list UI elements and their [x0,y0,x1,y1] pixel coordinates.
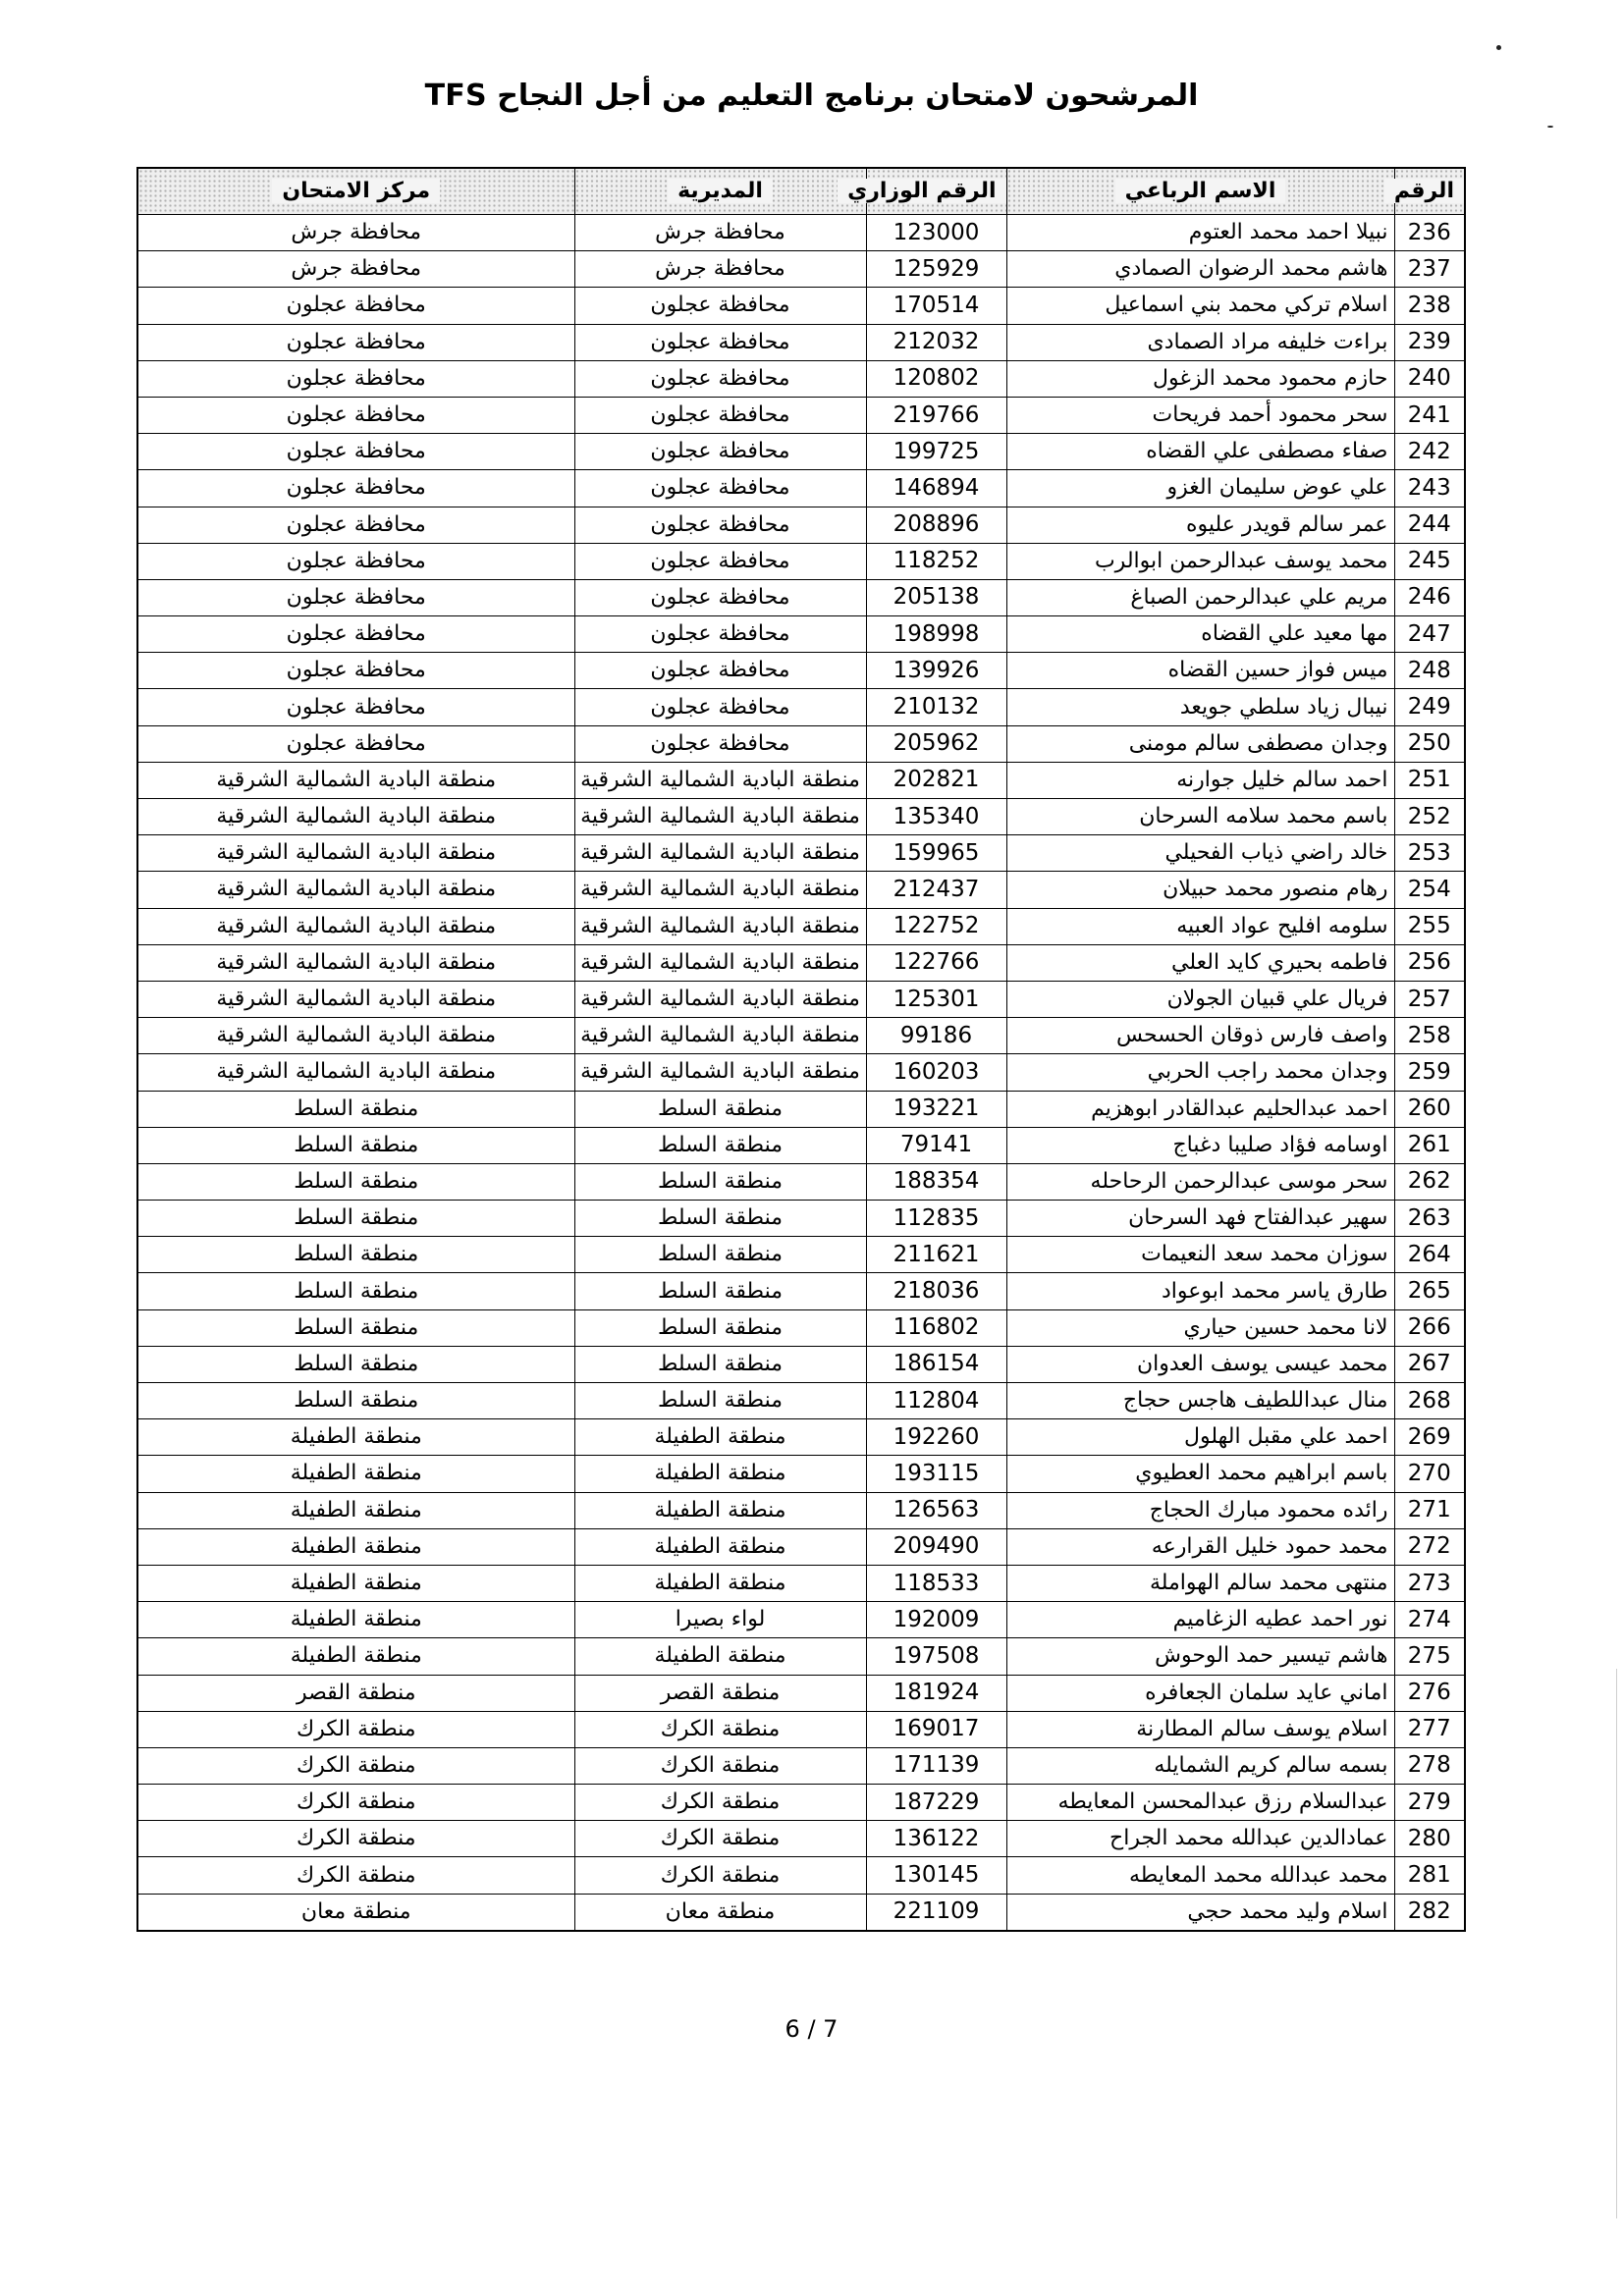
candidate-name: نور احمد عطيه الزغاميم [1006,1602,1394,1638]
directorate: منطقة الكرك [574,1857,866,1894]
candidate-name: اماني عايد سلمان الجعافره [1006,1675,1394,1711]
table-row [137,1747,1465,1784]
directorate: منطقة معان [574,1894,866,1931]
directorate: محافظة جرش [574,251,866,288]
directorate: محافظة عجلون [574,507,866,543]
exam-center: منطقة السلط [137,1383,574,1419]
table-row [137,507,1465,543]
directorate: منطقة الكرك [574,1747,866,1784]
candidate-name: اوسامه فؤاد صليبا دغباج [1006,1127,1394,1163]
directorate: منطقة السلط [574,1237,866,1273]
table-row [137,1857,1465,1894]
scan-speck [1547,126,1553,128]
row-number: 258 [1394,1018,1465,1054]
table-row [137,1711,1465,1747]
candidate-name: وجدان مصطفى سالم مومنى [1006,725,1394,762]
row-number: 253 [1394,835,1465,872]
candidate-name: مها معيد علي القضاه [1006,616,1394,653]
table-row [137,1638,1465,1675]
ministry-id: 112804 [866,1383,1006,1419]
exam-center: منطقة السلط [137,1091,574,1127]
directorate: منطقة البادية الشمالية الشرقية [574,872,866,908]
ministry-id: 192009 [866,1602,1006,1638]
ministry-id: 123000 [866,215,1006,251]
table-row [137,908,1465,944]
ministry-id: 186154 [866,1346,1006,1382]
ministry-id: 211621 [866,1237,1006,1273]
row-number: 278 [1394,1747,1465,1784]
candidate-name: منال عبداللطيف هاجس حجاج [1006,1383,1394,1419]
ministry-id: 120802 [866,360,1006,397]
table-header-row [137,168,1465,215]
candidate-name: فاطمه بحيري كايد العلي [1006,944,1394,981]
ministry-id: 118252 [866,543,1006,579]
exam-center: منطقة الكرك [137,1747,574,1784]
exam-center: محافظة عجلون [137,434,574,470]
exam-center: محافظة جرش [137,215,574,251]
row-number: 250 [1394,725,1465,762]
ministry-id: 193115 [866,1456,1006,1492]
candidate-name: سحر موسى عبدالرحمن الرحاحله [1006,1163,1394,1200]
row-number: 276 [1394,1675,1465,1711]
row-number: 252 [1394,799,1465,835]
row-number: 238 [1394,288,1465,324]
directorate: منطقة السلط [574,1091,866,1127]
directorate: محافظة جرش [574,215,866,251]
table-row [137,981,1465,1017]
table-row [137,653,1465,689]
exam-center: محافظة عجلون [137,543,574,579]
table-row [137,360,1465,397]
ministry-id: 193221 [866,1091,1006,1127]
candidate-name: احمد علي مقبل الهلول [1006,1419,1394,1456]
candidate-name: لانا محمد حسين حياري [1006,1309,1394,1346]
table-row [137,1091,1465,1127]
row-number: 268 [1394,1383,1465,1419]
header-ministry-id: الرقم الوزاري [866,168,1006,215]
row-number: 241 [1394,397,1465,433]
directorate: منطقة السلط [574,1383,866,1419]
ministry-id: 125929 [866,251,1006,288]
table-row [137,1383,1465,1419]
ministry-id: 199725 [866,434,1006,470]
table-row [137,215,1465,251]
row-number: 260 [1394,1091,1465,1127]
row-number: 265 [1394,1273,1465,1309]
table-row [137,944,1465,981]
exam-center: منطقة السلط [137,1201,574,1237]
row-number: 240 [1394,360,1465,397]
candidate-name: سلومه افليح عواد العبيه [1006,908,1394,944]
exam-center: محافظة عجلون [137,579,574,615]
ministry-id: 209490 [866,1528,1006,1565]
ministry-id: 212437 [866,872,1006,908]
ministry-id: 210132 [866,689,1006,725]
ministry-id: 160203 [866,1054,1006,1091]
table-row [137,1528,1465,1565]
exam-center: منطقة البادية الشمالية الشرقية [137,799,574,835]
row-number: 251 [1394,762,1465,798]
ministry-id: 146894 [866,470,1006,507]
table-row [137,1018,1465,1054]
directorate: منطقة البادية الشمالية الشرقية [574,1054,866,1091]
ministry-id: 136122 [866,1821,1006,1857]
exam-center: محافظة عجلون [137,689,574,725]
table-row [137,616,1465,653]
ministry-id: 79141 [866,1127,1006,1163]
directorate: محافظة عجلون [574,324,866,360]
exam-center: محافظة عجلون [137,616,574,653]
row-number: 271 [1394,1492,1465,1528]
directorate: منطقة البادية الشمالية الشرقية [574,908,866,944]
directorate: محافظة عجلون [574,616,866,653]
directorate: منطقة البادية الشمالية الشرقية [574,835,866,872]
row-number: 242 [1394,434,1465,470]
ministry-id: 130145 [866,1857,1006,1894]
table-row [137,1237,1465,1273]
row-number: 272 [1394,1528,1465,1565]
ministry-id: 205962 [866,725,1006,762]
row-number: 236 [1394,215,1465,251]
ministry-id: 192260 [866,1419,1006,1456]
directorate: منطقة البادية الشمالية الشرقية [574,799,866,835]
table-row [137,579,1465,615]
candidate-name: علي عوض سليمان الغزو [1006,470,1394,507]
ministry-id: 219766 [866,397,1006,433]
row-number: 269 [1394,1419,1465,1456]
exam-center: منطقة البادية الشمالية الشرقية [137,872,574,908]
row-number: 237 [1394,251,1465,288]
directorate: منطقة السلط [574,1127,866,1163]
ministry-id: 221109 [866,1894,1006,1931]
row-number: 243 [1394,470,1465,507]
ministry-id: 159965 [866,835,1006,872]
exam-center: منطقة الطفيلة [137,1456,574,1492]
exam-center: محافظة عجلون [137,324,574,360]
candidate-name: اسلام تركي محمد بني اسماعيل [1006,288,1394,324]
table-row [137,799,1465,835]
ministry-id: 112835 [866,1201,1006,1237]
ministry-id: 198998 [866,616,1006,653]
exam-center: منطقة الكرك [137,1821,574,1857]
row-number: 282 [1394,1894,1465,1931]
page-number: 6 / 7 [784,2015,839,2043]
candidate-name: احمد عبدالحليم عبدالقادر ابوهزيم [1006,1091,1394,1127]
exam-center: منطقة الكرك [137,1857,574,1894]
candidate-name: محمد عبدالله محمد المعايطه [1006,1857,1394,1894]
ministry-id: 139926 [866,653,1006,689]
table-row [137,725,1465,762]
candidate-name: مريم علي عبدالرحمن الصباغ [1006,579,1394,615]
row-number: 256 [1394,944,1465,981]
table-row [137,1273,1465,1309]
candidate-name: طارق ياسر محمد ابوعواد [1006,1273,1394,1309]
row-number: 249 [1394,689,1465,725]
ministry-id: 116802 [866,1309,1006,1346]
candidate-name: فريال علي قبيان الجولان [1006,981,1394,1017]
table-row [137,1565,1465,1601]
exam-center: محافظة عجلون [137,725,574,762]
exam-center: محافظة عجلون [137,507,574,543]
scan-speck [1496,45,1501,50]
candidates-table-wrapper [136,167,1464,1932]
candidate-name: عمادالدين عبدالله محمد الجراح [1006,1821,1394,1857]
directorate: منطقة البادية الشمالية الشرقية [574,1018,866,1054]
table-row [137,689,1465,725]
row-number: 267 [1394,1346,1465,1382]
candidate-name: براءت خليفه مراد الصمادى [1006,324,1394,360]
row-number: 239 [1394,324,1465,360]
candidate-name: نبيلا احمد محمد العتوم [1006,215,1394,251]
table-row [137,1054,1465,1091]
exam-center: منطقة الكرك [137,1785,574,1821]
ministry-id: 212032 [866,324,1006,360]
row-number: 257 [1394,981,1465,1017]
directorate: منطقة الكرك [574,1785,866,1821]
table-row [137,1602,1465,1638]
header-directorate: المديرية [574,168,866,215]
exam-center: محافظة عجلون [137,653,574,689]
row-number: 244 [1394,507,1465,543]
directorate: منطقة الطفيلة [574,1528,866,1565]
ministry-id: 135340 [866,799,1006,835]
candidate-name: محمد حمود خليل القرارعه [1006,1528,1394,1565]
header-number: الرقم [1394,168,1465,215]
exam-center: منطقة السلط [137,1127,574,1163]
table-row [137,762,1465,798]
directorate: محافظة عجلون [574,360,866,397]
header-exam-center: مركز الامتحان [137,168,574,215]
directorate: محافظة عجلون [574,725,866,762]
ministry-id: 122752 [866,908,1006,944]
exam-center: منطقة السلط [137,1309,574,1346]
exam-center: منطقة البادية الشمالية الشرقية [137,944,574,981]
row-number: 254 [1394,872,1465,908]
exam-center: محافظة عجلون [137,288,574,324]
candidate-name: صفاء مصطفى علي القضاه [1006,434,1394,470]
directorate: محافظة عجلون [574,288,866,324]
ministry-id: 122766 [866,944,1006,981]
row-number: 279 [1394,1785,1465,1821]
directorate: محافظة عجلون [574,470,866,507]
candidate-name: بسمه سالم كريم الشمايله [1006,1747,1394,1784]
page-title: المرشحون لامتحان برنامج التعليم من أجل النجاح TFS [424,79,1199,113]
directorate: منطقة البادية الشمالية الشرقية [574,944,866,981]
table-row [137,1821,1465,1857]
ministry-id: 208896 [866,507,1006,543]
table-row [137,470,1465,507]
exam-center: منطقة البادية الشمالية الشرقية [137,762,574,798]
ministry-id: 188354 [866,1163,1006,1200]
row-number: 247 [1394,616,1465,653]
directorate: منطقة القصر [574,1675,866,1711]
row-number: 275 [1394,1638,1465,1675]
exam-center: محافظة عجلون [137,397,574,433]
exam-center: منطقة الطفيلة [137,1638,574,1675]
candidate-name: اسلام يوسف سالم المطارنة [1006,1711,1394,1747]
row-number: 270 [1394,1456,1465,1492]
candidate-name: حازم محمود محمد الزغول [1006,360,1394,397]
row-number: 273 [1394,1565,1465,1601]
directorate: منطقة السلط [574,1163,866,1200]
candidate-name: ميس فواز حسين القضاه [1006,653,1394,689]
exam-center: محافظة عجلون [137,470,574,507]
exam-center: منطقة البادية الشمالية الشرقية [137,1054,574,1091]
table-row [137,1785,1465,1821]
ministry-id: 181924 [866,1675,1006,1711]
row-number: 248 [1394,653,1465,689]
row-number: 245 [1394,543,1465,579]
exam-center: منطقة الطفيلة [137,1419,574,1456]
ministry-id: 169017 [866,1711,1006,1747]
table-row [137,324,1465,360]
exam-center: منطقة الكرك [137,1711,574,1747]
row-number: 259 [1394,1054,1465,1091]
table-row [137,1492,1465,1528]
candidate-name: هاشم تيسير حمد الوحوش [1006,1638,1394,1675]
table-row [137,434,1465,470]
candidate-name: احمد سالم خليل جوارنه [1006,762,1394,798]
directorate: محافظة عجلون [574,653,866,689]
ministry-id: 125301 [866,981,1006,1017]
directorate: منطقة الطفيلة [574,1456,866,1492]
table-row [137,872,1465,908]
row-number: 281 [1394,1857,1465,1894]
directorate: منطقة الطفيلة [574,1565,866,1601]
table-row [137,1309,1465,1346]
exam-center: منطقة معان [137,1894,574,1931]
exam-center: منطقة السلط [137,1237,574,1273]
candidate-name: اسلام وليد محمد حجي [1006,1894,1394,1931]
candidate-name: هاشم محمد الرضوان الصمادي [1006,251,1394,288]
candidate-name: خالد راضي ذياب الفحيلي [1006,835,1394,872]
ministry-id: 99186 [866,1018,1006,1054]
exam-center: منطقة السلط [137,1346,574,1382]
directorate: محافظة عجلون [574,579,866,615]
candidate-name: سوزان محمد سعد النعيمات [1006,1237,1394,1273]
directorate: منطقة الطفيلة [574,1419,866,1456]
header-full-name: الاسم الرباعي [1006,168,1394,215]
table-body [137,215,1465,1931]
table-row [137,251,1465,288]
exam-center: منطقة البادية الشمالية الشرقية [137,835,574,872]
table-row [137,1346,1465,1382]
candidate-name: باسم محمد سلامه السرحان [1006,799,1394,835]
table-row [137,1163,1465,1200]
table-row [137,1675,1465,1711]
table-row [137,1201,1465,1237]
directorate: منطقة السلط [574,1273,866,1309]
candidate-name: نيبال زياد سلطي جويعد [1006,689,1394,725]
exam-center: منطقة الطفيلة [137,1565,574,1601]
ministry-id: 126563 [866,1492,1006,1528]
directorate: منطقة الكرك [574,1821,866,1857]
candidate-name: منتهى محمد سالم الهواملة [1006,1565,1394,1601]
candidate-name: محمد عيسى يوسف العدوان [1006,1346,1394,1382]
table-row [137,397,1465,433]
candidate-name: رهام منصور محمد حبيلان [1006,872,1394,908]
row-number: 246 [1394,579,1465,615]
candidate-name: عمر سالم قويدر عليوه [1006,507,1394,543]
table-row [137,543,1465,579]
directorate: منطقة السلط [574,1309,866,1346]
ministry-id: 202821 [866,762,1006,798]
directorate: منطقة السلط [574,1201,866,1237]
ministry-id: 171139 [866,1747,1006,1784]
candidate-name: سحر محمود أحمد فريحات [1006,397,1394,433]
exam-center: محافظة عجلون [137,360,574,397]
exam-center: منطقة السلط [137,1163,574,1200]
candidate-name: سهير عبدالفتاح فهد السرحان [1006,1201,1394,1237]
scan-edge-line [1616,1669,1617,2218]
candidate-name: واصف فارس ذوقان الحسحس [1006,1018,1394,1054]
row-number: 262 [1394,1163,1465,1200]
directorate: لواء بصيرا [574,1602,866,1638]
table-row [137,835,1465,872]
table-row [137,1456,1465,1492]
exam-center: منطقة البادية الشمالية الشرقية [137,981,574,1017]
ministry-id: 170514 [866,288,1006,324]
candidate-name: رائده محمود مبارك الحجاج [1006,1492,1394,1528]
exam-center: منطقة السلط [137,1273,574,1309]
table-row [137,1127,1465,1163]
table-row [137,1419,1465,1456]
candidate-name: محمد يوسف عبدالرحمن ابوالرب [1006,543,1394,579]
directorate: منطقة البادية الشمالية الشرقية [574,981,866,1017]
ministry-id: 187229 [866,1785,1006,1821]
row-number: 274 [1394,1602,1465,1638]
row-number: 261 [1394,1127,1465,1163]
exam-center: منطقة البادية الشمالية الشرقية [137,1018,574,1054]
directorate: محافظة عجلون [574,397,866,433]
exam-center: منطقة القصر [137,1675,574,1711]
ministry-id: 197508 [866,1638,1006,1675]
directorate: محافظة عجلون [574,434,866,470]
candidate-name: باسم ابراهيم محمد العطيوي [1006,1456,1394,1492]
directorate: منطقة الطفيلة [574,1638,866,1675]
exam-center: محافظة جرش [137,251,574,288]
row-number: 264 [1394,1237,1465,1273]
row-number: 280 [1394,1821,1465,1857]
exam-center: منطقة الطفيلة [137,1602,574,1638]
row-number: 266 [1394,1309,1465,1346]
table-row [137,288,1465,324]
ministry-id: 118533 [866,1565,1006,1601]
directorate: منطقة الطفيلة [574,1492,866,1528]
directorate: منطقة السلط [574,1346,866,1382]
exam-center: منطقة الطفيلة [137,1528,574,1565]
row-number: 263 [1394,1201,1465,1237]
directorate: منطقة الكرك [574,1711,866,1747]
candidate-name: عبدالسلام رزق عبدالمحسن المعايطه [1006,1785,1394,1821]
directorate: منطقة البادية الشمالية الشرقية [574,762,866,798]
ministry-id: 205138 [866,579,1006,615]
exam-center: منطقة البادية الشمالية الشرقية [137,908,574,944]
candidate-name: وجدان محمد راجب الحربي [1006,1054,1394,1091]
directorate: محافظة عجلون [574,689,866,725]
row-number: 277 [1394,1711,1465,1747]
ministry-id: 218036 [866,1273,1006,1309]
row-number: 255 [1394,908,1465,944]
candidates-table [136,167,1466,1932]
table-row [137,1894,1465,1931]
directorate: محافظة عجلون [574,543,866,579]
exam-center: منطقة الطفيلة [137,1492,574,1528]
